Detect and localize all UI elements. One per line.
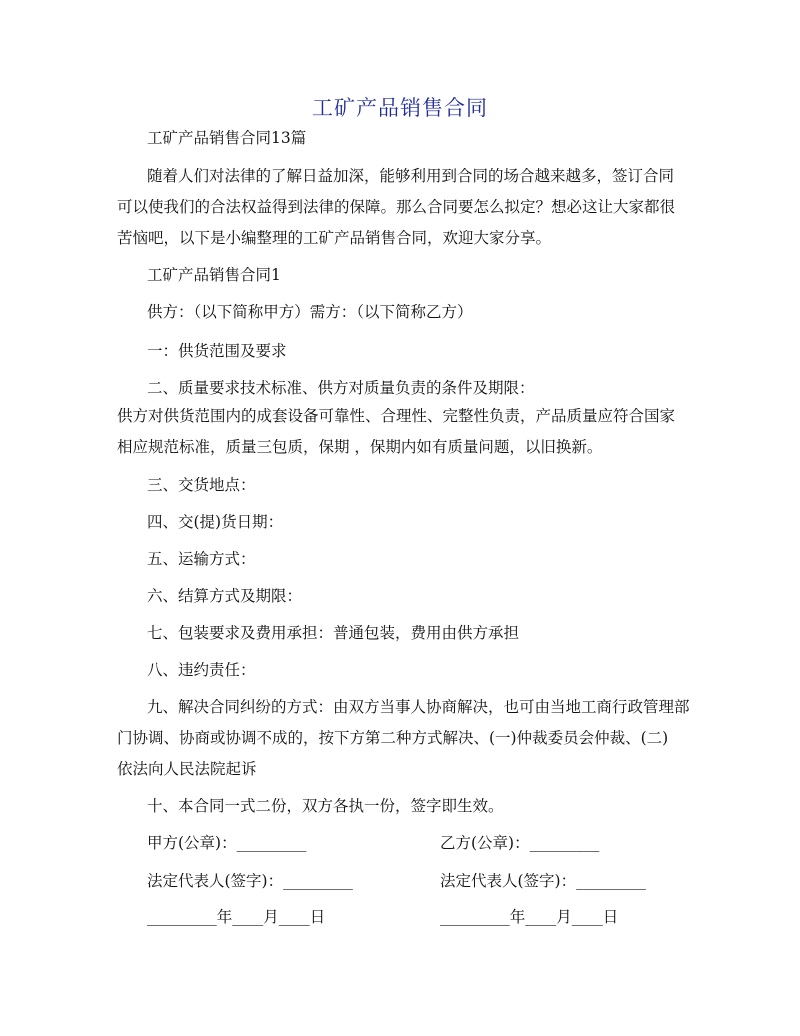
intro-line-3: 苦恼吧，以下是小编整理的工矿产品销售合同，欢迎大家分享。 (117, 229, 552, 247)
document-subtitle: 工矿产品销售合同13篇 (147, 129, 307, 147)
clause-9-line-2: 门协调、协商或协调不成的，按下方第二种方式解决、(一)仲裁委员会仲裁、(二) (117, 729, 669, 747)
party-a-representative: 法定代表人(签字)：_________ (147, 872, 353, 890)
party-b-seal: 乙方(公章)：_________ (440, 834, 600, 852)
clause-9-line-1: 九、解决合同纠纷的方式：由双方当事人协商解决，也可由当地工商行政管理部 (147, 698, 690, 716)
party-a-date: _________年____月____日 (147, 908, 326, 926)
clause-7: 七、包装要求及费用承担：普通包装，费用由供方承担 (147, 624, 520, 642)
clause-1: 一：供货范围及要求 (147, 342, 287, 360)
clause-4: 四、交(提)货日期： (147, 513, 284, 531)
party-b-date: _________年____月____日 (440, 908, 619, 926)
clause-10: 十、本合同一式二份，双方各执一份，签字即生效。 (147, 797, 504, 815)
clause-6: 六、结算方式及期限： (147, 587, 303, 605)
clause-8: 八、违约责任： (147, 661, 256, 679)
clause-2-body-line-1: 供方对供货范围内的成套设备可靠性、合理性、完整性负责，产品质量应符合国家 (117, 407, 676, 425)
party-b-representative: 法定代表人(签字)：_________ (440, 872, 646, 890)
clause-2-heading: 二、质量要求技术标准、供方对质量负责的条件及期限： (147, 379, 535, 397)
document-title: 工矿产品销售合同 (312, 96, 488, 120)
intro-line-2: 可以使我们的合法权益得到法律的保障。那么合同要怎么拟定？想必这让大家都很 (117, 198, 676, 216)
parties-line: 供方：（以下简称甲方）需方：（以下简称乙方） (147, 303, 473, 321)
clause-9-line-3: 依法向人民法院起诉 (117, 760, 257, 778)
clause-2-body-line-2: 相应规范标准，质量三包质，保期 ，保期内如有质量问题，以旧换新。 (117, 438, 603, 456)
party-a-seal: 甲方(公章)：_________ (147, 834, 307, 852)
contract-heading: 工矿产品销售合同1 (147, 266, 281, 284)
intro-line-1: 随着人们对法律的了解日益加深，能够利用到合同的场合越来越多，签订合同 (147, 167, 675, 185)
clause-5: 五、运输方式： (147, 550, 256, 568)
clause-3: 三、交货地点： (147, 476, 256, 494)
